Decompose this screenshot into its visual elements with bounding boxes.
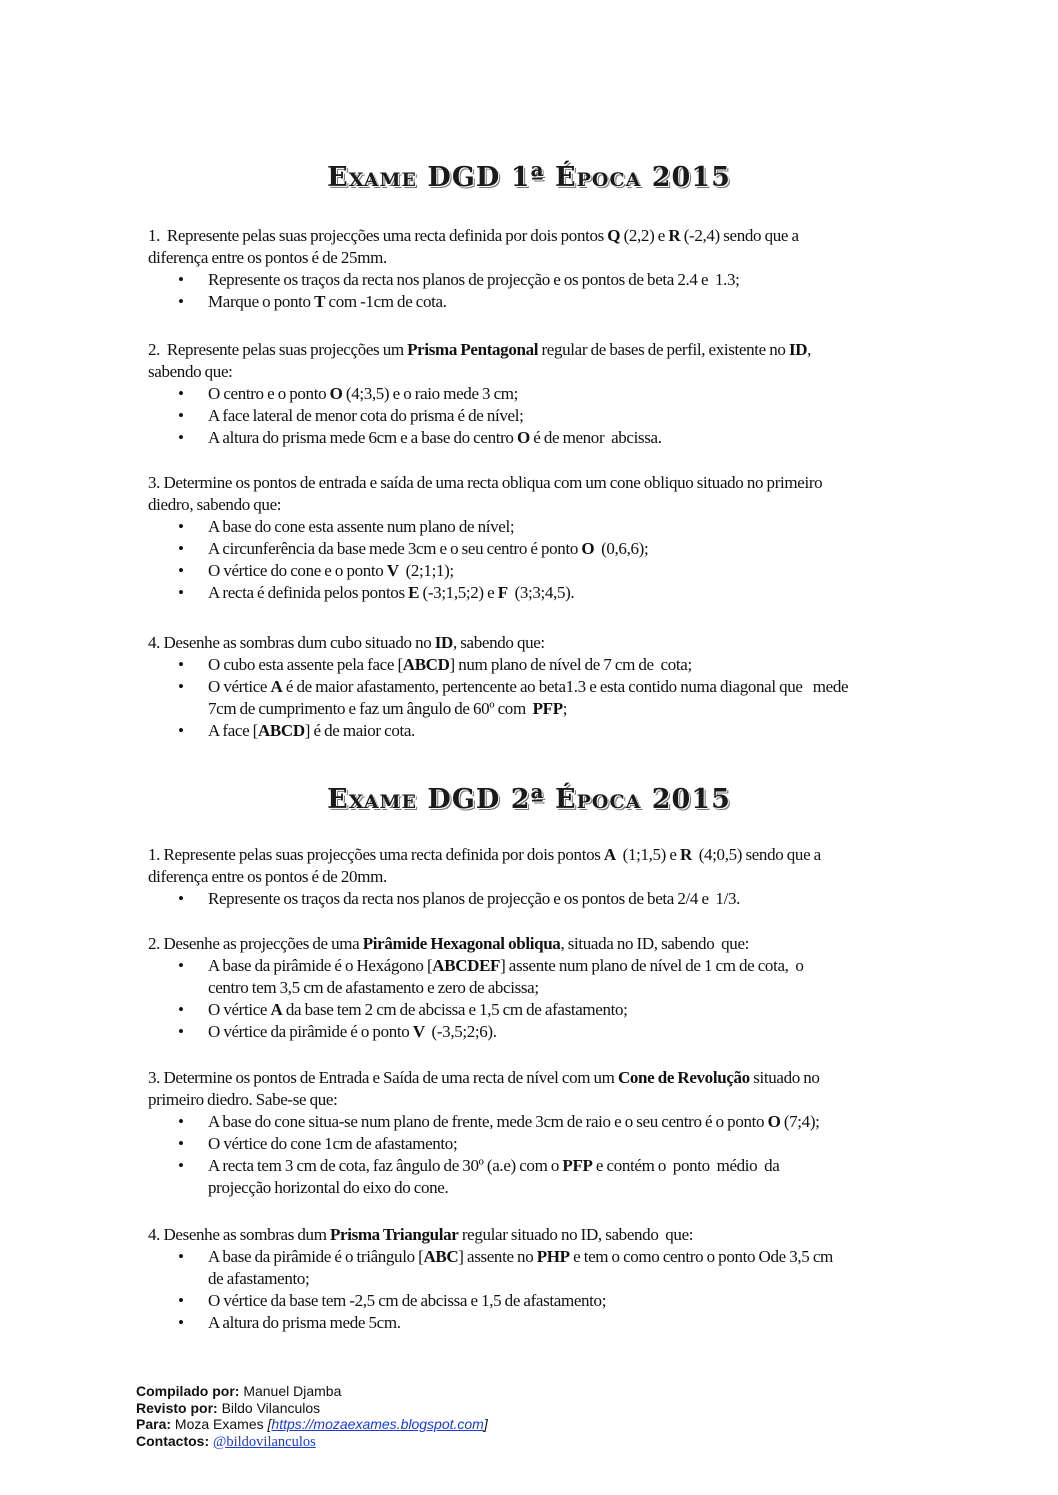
question-statement — [148, 472, 978, 516]
text-segment: Represente os traços da recta nos planos de projecção e os pontos de beta 2/4 e 1/3. — [208, 889, 741, 908]
for-label: Para: — [136, 1416, 172, 1432]
text-segment: O vértice do cone 1cm de afastamento; — [208, 1134, 458, 1153]
question-statement — [148, 1067, 978, 1111]
bullet-item — [148, 291, 978, 313]
bullet-icon: • — [178, 539, 184, 558]
contacts-label: Contactos: — [136, 1432, 210, 1449]
bold-term: ABCD — [402, 655, 450, 674]
bold-term: O — [516, 428, 530, 447]
exam2-question-3 — [148, 1067, 978, 1199]
bullet-icon: • — [178, 1112, 184, 1131]
text-segment: e tem o como centro o ponto Ode 3,5 cm de afastamento; — [208, 1247, 833, 1288]
text-segment: (-2,4) sendo que a diferença entre os pontos é de 25mm. — [148, 226, 799, 267]
exam1-question-2 — [148, 339, 978, 449]
bold-term: PHP — [536, 1247, 570, 1266]
for-line — [136, 1416, 488, 1433]
bullet-item — [148, 1111, 978, 1133]
text-segment: A base do cone situa-se num plano de frente, mede 3cm de raio e o seu centro é o ponto — [208, 1112, 768, 1131]
contacts-line — [136, 1433, 488, 1451]
text-segment: , sabendo que: — [148, 340, 812, 381]
bullet-item — [148, 516, 978, 538]
text-segment: A recta é definida pelos pontos — [208, 583, 409, 602]
bullet-icon: • — [178, 889, 184, 908]
text-segment: ; — [562, 699, 568, 718]
bold-term: F — [497, 583, 508, 602]
text-segment: , situada no ID, sabendo que: — [560, 934, 750, 953]
bullet-item — [148, 582, 978, 604]
exam2-question-2 — [148, 933, 978, 1043]
blog-link[interactable]: https://mozaexames.blogspot.com — [271, 1416, 484, 1432]
compiled-by-line — [136, 1383, 488, 1400]
bullet-item — [148, 405, 978, 427]
reviewed-by-line — [136, 1400, 488, 1417]
bold-term: Prisma Pentagonal — [407, 340, 539, 359]
bullet-icon: • — [178, 1000, 184, 1019]
text-segment: 2. Desenhe as projecções de uma — [148, 934, 363, 953]
text-segment: A face lateral de menor cota do prisma é de nível; — [208, 406, 524, 425]
bullet-item — [148, 1155, 978, 1199]
question-statement — [148, 632, 978, 654]
text-segment: A base da pirâmide é o Hexágono [ — [208, 956, 433, 975]
bullet-icon: • — [178, 517, 184, 536]
text-segment: (3;3;4,5). — [507, 583, 575, 602]
bullet-item — [148, 888, 978, 910]
question-statement — [148, 225, 978, 269]
text-segment: A altura do prisma mede 6cm e a base do centro — [208, 428, 517, 447]
bullet-item — [148, 383, 978, 405]
text-segment: 1. Represente pelas suas projecções uma recta definida por dois pontos — [148, 226, 608, 245]
bold-term: R — [679, 845, 692, 864]
bullet-item — [148, 1133, 978, 1155]
bullet-icon: • — [178, 561, 184, 580]
text-segment: (1;1,5) e — [615, 845, 680, 864]
exam1-question-1 — [148, 225, 978, 313]
compiled-by-label: Compilado por: — [136, 1383, 240, 1399]
text-segment: O vértice da base tem -2,5 cm de abcissa e 1,5 de afastamento; — [208, 1291, 607, 1310]
text-segment: (4;0,5) sendo que a diferença entre os pontos é de 20mm. — [148, 845, 821, 886]
contact-link[interactable]: @bildovilanculos — [213, 1433, 316, 1450]
bullet-item — [148, 999, 978, 1021]
text-segment: Marque o ponto — [208, 292, 315, 311]
bullet-item — [148, 654, 978, 676]
text-segment: ] assente num plano de nível de 1 cm de cota, o centro tem 3,5 cm de afastamento e zero de abcissa; — [208, 956, 804, 997]
text-segment: Represente os traços da recta nos planos de projecção e os pontos de beta 2.4 e 1.3; — [208, 270, 740, 289]
text-segment: é de menor abcissa. — [529, 428, 662, 447]
bullet-item — [148, 538, 978, 560]
bullet-item — [148, 955, 978, 999]
bullet-icon: • — [178, 721, 184, 740]
text-segment: (4;3,5) e o raio mede 3 cm; — [342, 384, 519, 403]
bullet-icon: • — [178, 1134, 184, 1153]
text-segment: (2,2) e — [620, 226, 669, 245]
text-segment: 3. Determine os pontos de entrada e saída de uma recta obliqua com um cone obliquo situado no primeiro diedro, sabendo que: — [148, 473, 823, 514]
text-segment: , sabendo que: — [452, 633, 545, 652]
bullet-item — [148, 427, 978, 449]
text-segment: A altura do prisma mede 5cm. — [208, 1313, 401, 1332]
exam2-question-1 — [148, 844, 978, 910]
bold-term: E — [408, 583, 420, 602]
text-segment: e contém o ponto médio da projecção horizontal do eixo do cone. — [208, 1156, 780, 1197]
text-segment: (7;4); — [780, 1112, 820, 1131]
text-segment: 4. Desenhe as sombras dum cubo situado no — [148, 633, 435, 652]
bullet-icon: • — [178, 1156, 184, 1175]
text-segment: (-3;1,5;2) e — [419, 583, 498, 602]
question-statement — [148, 933, 978, 955]
question-statement — [148, 339, 978, 383]
bullet-icon: • — [178, 1247, 184, 1266]
bullet-item — [148, 560, 978, 582]
bold-term: Cone de Revolução — [617, 1068, 750, 1087]
bullet-icon: • — [178, 428, 184, 447]
bullet-icon: • — [178, 655, 184, 674]
text-segment: O vértice da pirâmide é o ponto — [208, 1022, 413, 1041]
bullet-icon: • — [178, 956, 184, 975]
text-segment: com -1cm de cota. — [325, 292, 447, 311]
text-segment: O vértice — [208, 1000, 271, 1019]
bullet-icon: • — [178, 1291, 184, 1310]
bullet-icon: • — [178, 1022, 184, 1041]
compiled-by-value: Manuel Djamba — [239, 1383, 342, 1399]
bold-term: A — [603, 845, 616, 864]
text-segment: da base tem 2 cm de abcissa e 1,5 cm de afastamento; — [282, 1000, 628, 1019]
bold-term: T — [314, 292, 326, 311]
bullet-icon: • — [178, 406, 184, 425]
text-segment: 3. Determine os pontos de Entrada e Saída de uma recta de nível com um — [148, 1068, 618, 1087]
for-value: Moza Exames — [171, 1416, 268, 1432]
bold-term: O — [581, 539, 595, 558]
bold-term: Prisma Triangular — [329, 1225, 459, 1244]
text-segment: 4. Desenhe as sombras dum — [148, 1225, 330, 1244]
text-segment: (0,6,6); — [594, 539, 649, 558]
bold-term: Q — [607, 226, 621, 245]
bold-term: PFP — [532, 699, 563, 718]
bold-term: V — [386, 561, 399, 580]
text-segment: regular de bases de perfil, existente no — [538, 340, 789, 359]
text-segment: O vértice do cone e o ponto — [208, 561, 387, 580]
url-bracket-close: ] — [483, 1416, 488, 1432]
bullet-item — [148, 1312, 978, 1334]
text-segment: ] assente no — [458, 1247, 537, 1266]
exam1-question-4 — [148, 632, 978, 742]
text-segment: A circunferência da base mede 3cm e o seu centro é ponto — [208, 539, 582, 558]
text-segment: (-3,5;2;6). — [424, 1022, 497, 1041]
text-segment: ] é de maior cota. — [304, 721, 415, 740]
bold-term: PFP — [562, 1156, 593, 1175]
bold-term: O — [767, 1112, 781, 1131]
exam1-question-3 — [148, 472, 978, 604]
text-segment: A base do cone esta assente num plano de nível; — [208, 517, 515, 536]
bullet-item — [148, 720, 978, 742]
bullet-icon: • — [178, 583, 184, 602]
text-segment: O cubo esta assente pela face [ — [208, 655, 403, 674]
bold-term: ABCDEF — [432, 956, 501, 975]
url-bracket-open: [ — [267, 1416, 272, 1432]
bullet-item — [148, 269, 978, 291]
bold-term: ID — [788, 340, 808, 359]
bold-term: A — [270, 677, 283, 696]
bullet-icon: • — [178, 292, 184, 311]
text-segment: regular situado no ID, sabendo que: — [458, 1225, 694, 1244]
bullet-icon: • — [178, 384, 184, 403]
exam2-question-4 — [148, 1224, 978, 1334]
bullet-item — [148, 1021, 978, 1043]
text-segment: A recta tem 3 cm de cota, faz ângulo de 30º (a.e) com o — [208, 1156, 563, 1175]
question-statement — [148, 844, 978, 888]
bold-term: ID — [434, 633, 453, 652]
bold-term: ABCD — [258, 721, 305, 740]
question-statement — [148, 1224, 978, 1246]
exam-1-title: Exame DGD 1ª Época 2015 — [327, 162, 731, 193]
bold-term: O — [329, 384, 343, 403]
bullet-icon: • — [178, 1313, 184, 1332]
bullet-item — [148, 1290, 978, 1312]
exam-2-title: Exame DGD 2ª Época 2015 — [327, 784, 731, 815]
text-segment: ] num plano de nível de 7 cm de cota; — [449, 655, 692, 674]
bullet-item — [148, 1246, 978, 1290]
text-segment: 1. Represente pelas suas projecções uma recta definida por dois pontos — [148, 845, 604, 864]
text-segment: (2;1;1); — [398, 561, 454, 580]
text-segment: situado no primeiro diedro. Sabe-se que: — [148, 1068, 820, 1109]
text-segment: A base da pirâmide é o triângulo [ — [208, 1247, 424, 1266]
bold-term: R — [668, 226, 681, 245]
text-segment: A face [ — [208, 721, 258, 740]
bullet-item — [148, 676, 978, 720]
bullet-icon: • — [178, 270, 184, 289]
text-segment: é de maior afastamento, pertencente ao beta1.3 e esta contido numa diagonal que mede 7cm de cumprimento e faz um ângulo de 60º com — [208, 677, 849, 718]
credits-footer — [136, 1383, 488, 1450]
bullet-icon: • — [178, 677, 184, 696]
text-segment: O centro e o ponto — [208, 384, 330, 403]
bold-term: Pirâmide Hexagonal obliqua — [362, 934, 561, 953]
bold-term: V — [412, 1022, 425, 1041]
text-segment: O vértice — [208, 677, 271, 696]
bold-term: ABC — [423, 1247, 459, 1266]
reviewed-by-label: Revisto por: — [136, 1399, 218, 1416]
reviewed-by-value: Bildo Vilanculos — [217, 1399, 321, 1416]
bold-term: A — [270, 1000, 283, 1019]
text-segment: 2. Represente pelas suas projecções um — [148, 340, 408, 359]
